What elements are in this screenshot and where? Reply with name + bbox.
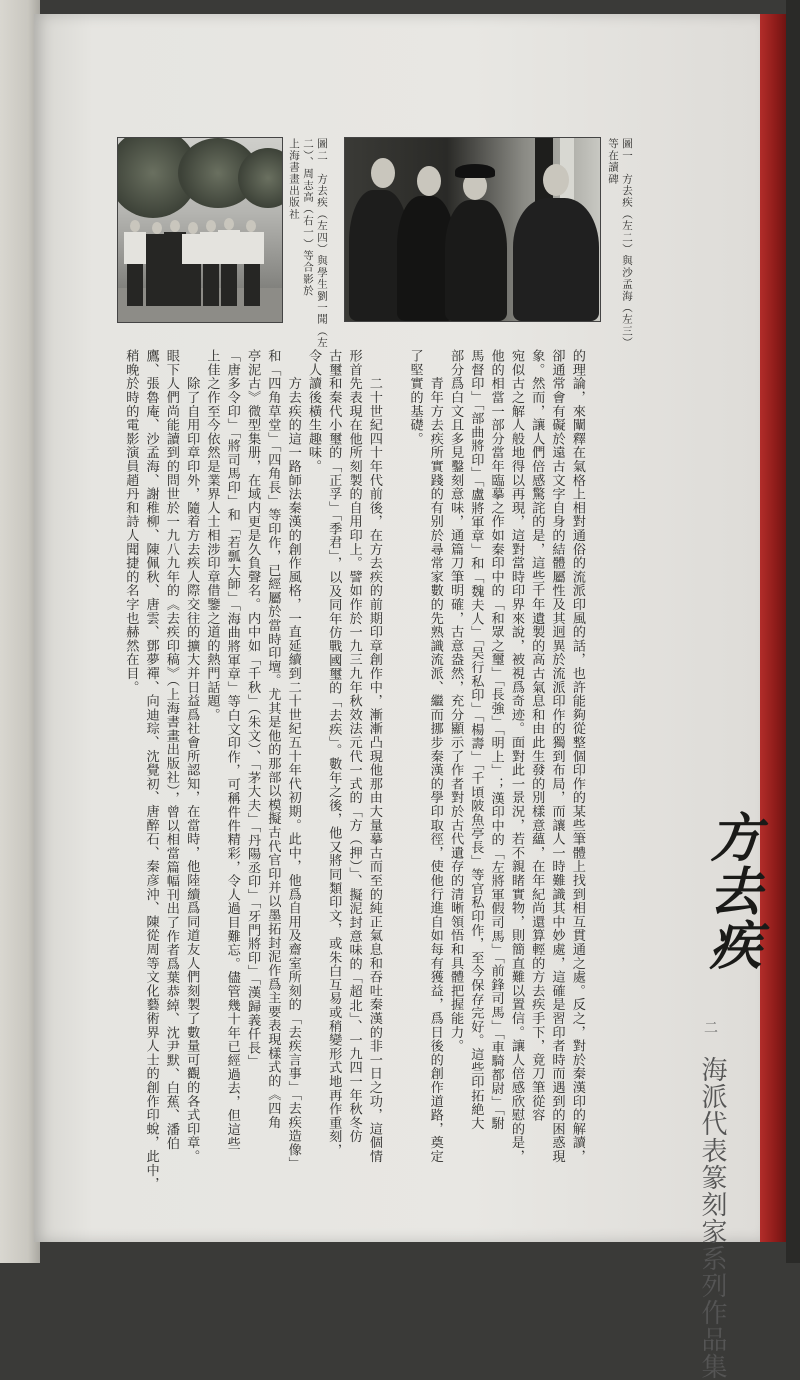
body-column: 卻通常會有礙於遠古文字自身的結體屬性及其迥異於流派印作的獨到布局，而讓人一時難識其中妙處，這確是習印者時而遇到的困惑現 (549, 349, 565, 1164)
body-column: 「唐多令印」「將司馬印」和「若瓢大師」「海曲將軍章」等白文印作，可稱件件精彩，令人過目難忘。儘管幾十年已經過去，但這些 (224, 349, 240, 1150)
photo-group (117, 137, 283, 323)
caption-line: 等在讀碑 (607, 138, 619, 185)
body-column: 亭泥古》微型集册，在域内更是久負聲名。内中如「千秋」（朱文）、「茅大夫」「丹陽丞印」「牙門將印」「漢歸義仟長」 (245, 349, 261, 1069)
body-column: 方去疾的這一路師法秦漢的創作風格，一直延續到二十世紀五十年代初期。此中，他爲自用及齋室所刻的「去疾言事」「去疾造像」 (285, 349, 301, 1171)
caption-line: 圖二 方去疾（左四）與學生劉一聞（左 (316, 138, 328, 349)
caption-line: 上海書畫出版社 (288, 138, 300, 220)
body-column: 馬督印」「部曲將印」「盧將軍章」和「魏夫人」「吴行私印」「楊壽」「千頃陂魚亭長」等官私印作，至今保存完好。這些印拓絶大 (468, 349, 484, 1131)
body-column: 了堅實的基礎。 (407, 349, 423, 446)
caption-figure-2 (287, 138, 329, 349)
body-column (381, 349, 401, 1159)
body-column: 古璽和秦代小璽的「正孚」「季君」，以及同年仿戰國璽的「去疾」。數年之後，他又將同類印文，或朱白互易或稍變形式地再作重刻， (326, 349, 342, 1158)
body-column: 除了自用印章印外，隨着方去疾人際交往的擴大并日益爲社會所認知，在當時，他陸續爲同道友人們刻製了數量可觀的各式印章。 (184, 349, 200, 1164)
body-column: 的理論，來闡釋在氣格上相對通俗的流派印風的話，也許能夠從整個印作的某些筆體上找到相互貫通之處。反之，對於秦漢印的解讀， (569, 349, 585, 1164)
caption-figure-1 (606, 138, 634, 349)
body-column: 二十世紀四十年代前後，在方去疾的前期印章創作中，漸漸凸現他那由大量摹古而至的純正氣息和吞吐秦漢的非一日之功，這個情 (366, 349, 382, 1164)
body-column: 和「四角草堂」「四角長」等印作，已經屬於當時印壇。尤其是他的那部以模擬古代官印并以墨拓封泥作爲主要表現樣式的《四角 (265, 349, 281, 1129)
body-column: 稍晚於時的電影演員趙丹和詩人聞捷的名字也赫然在目。 (123, 349, 139, 694)
page-number: 二 (702, 1020, 718, 1034)
caption-line: 二）、周志高（右一）等合影於 (302, 138, 314, 297)
body-column: 象。然而，讓人們倍感驚詫的是，這些千年遺製的高古氣息和由此生發的別樣意蘊，在年紀尚還算輕的方去疾手下，竟刀筆從容 (529, 349, 545, 1122)
background-right (786, 0, 800, 1263)
body-column: 部分爲白文且多見鑿刻意味，通篇刀筆明確，古意盎然，充分顯示了作者對於古代遺存的清晰領悟和具體把握能力。 (448, 349, 464, 1053)
caption-line: 圖一 方去疾（左二）與沙孟海（左三） (621, 138, 633, 349)
body-column: 令人讀後橫生趣味。 (305, 349, 321, 474)
photo-reading-stele (344, 137, 601, 322)
body-column: 他的相當一部分當年臨摹之作如秦印中的「和眾之璽」「長強」「明上」；漢印中的「左將軍假司馬」「前鋒司馬」「車騎都尉」「駙 (488, 349, 504, 1131)
body-column: 上佳之作至今依然是業界人士相涉印章借鑒之道的熱門話題。 (204, 349, 220, 722)
body-column: 青年方去疾所實踐的有别於尋常家數的先熟識流派、繼而挪步秦漢的學印取徑，使他行進自如每有獲益，爲日後的創作道路，奠定 (427, 349, 443, 1164)
body-column: 鷹、張魯庵、沙孟海、謝稚柳、陳佩秋、唐雲、鄧夢禪、向迪琮、沈覺初、唐醉石、秦彦沖、陳從周等文化藝術界人士的創作印蛻，此中， (143, 349, 159, 1191)
series-title: 海派代表篆刻家系列作品集 (697, 1056, 727, 1380)
artist-signature: 方去疾 (700, 810, 761, 972)
body-text (117, 349, 585, 1191)
body-column: 眼下人們尚能讀到的問世於一九八九年的《去疾印稿》（上海書畫出版社），曾以相當篇幅刊出了作者爲葉恭綽、沈尹默、白蕉、潘伯 (163, 349, 179, 1150)
body-column: 宛似古之解人般地得以再現，這對當時印界來說，被視爲奇迹。面對此一景況，若不親睹實物，則簡直難以置信。讓人倍感欣慰的是， (508, 349, 524, 1164)
book-cover-edge (760, 14, 786, 1242)
body-column: 形首先表現在他所刻製的自用印上。譬如作於一九三九年秋效法元代一式的「方（押）」、擬泥封意味的「超北」、一九四一年秋冬仿 (346, 349, 362, 1144)
